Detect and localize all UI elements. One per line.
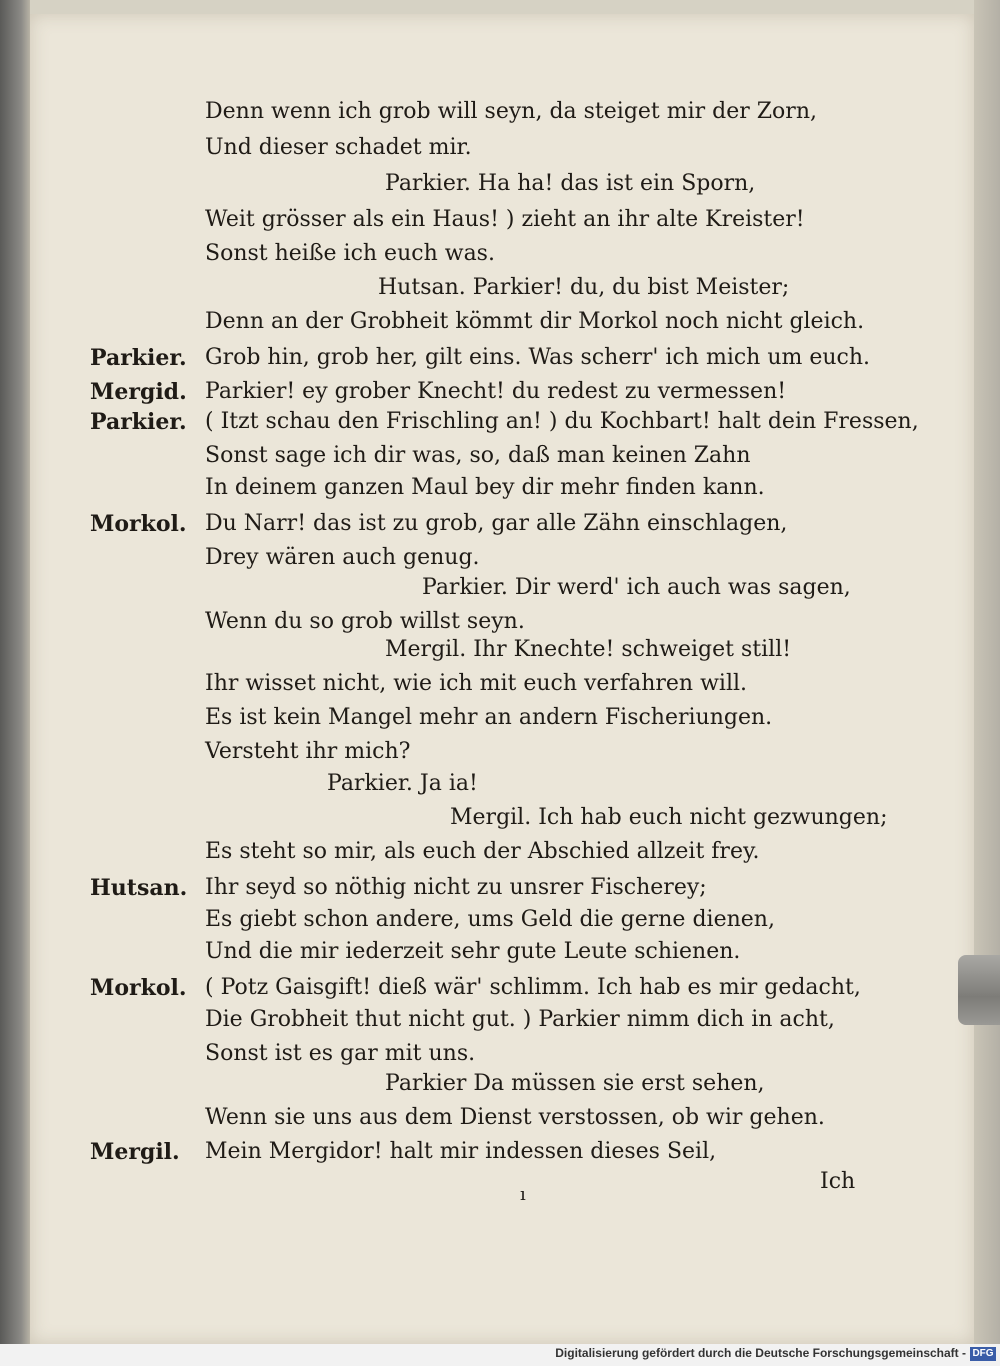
verse-text: Du Narr! das ist zu grob, gar alle Zähn einschlagen, (205, 511, 788, 536)
page-mark: ı (520, 1184, 526, 1205)
verse-text: Hutsan. Parkier! du, du bist Meister; (378, 275, 790, 300)
book-spine-edge (0, 0, 30, 1366)
verse-text: Es giebt schon andere, ums Geld die gerne dienen, (205, 907, 775, 932)
verse-text: ( Itzt schau den Frischling an! ) du Kochbart! halt dein Fressen, (205, 409, 919, 434)
page-clip (958, 955, 1000, 1025)
verse-text: Denn wenn ich grob will seyn, da steiget mir der Zorn, (205, 99, 817, 124)
verse-text: In deinem ganzen Maul bey dir mehr finden kann. (205, 475, 765, 500)
verse-text: Parkier. Ha ha! das ist ein Sporn, (385, 171, 756, 196)
catchword: Ich (820, 1169, 856, 1194)
verse-text: Die Grobheit thut nicht gut. ) Parkier nimm dich in acht, (205, 1007, 835, 1032)
verse-text: Sonst heiße ich euch was. (205, 241, 495, 266)
speaker-name: Hutsan. (90, 875, 188, 901)
verse-text: Und die mir iederzeit sehr gute Leute schienen. (205, 939, 741, 964)
verse-text: Sonst sage ich dir was, so, daß man keinen Zahn (205, 443, 751, 468)
speaker-name: Morkol. (90, 511, 187, 537)
verse-text: Mergil. Ihr Knechte! schweiget still! (385, 637, 792, 662)
book-page (30, 14, 974, 1344)
verse-text: Grob hin, grob her, gilt eins. Was scherr' ich mich um euch. (205, 345, 871, 370)
speaker-name: Parkier. (90, 409, 187, 435)
verse-text: Ihr seyd so nöthig nicht zu unsrer Fischerey; (205, 875, 707, 900)
speaker-name: Morkol. (90, 975, 187, 1001)
speaker-name: Mergil. (90, 1139, 180, 1165)
verse-text: Mein Mergidor! halt mir indessen dieses Seil, (205, 1139, 717, 1164)
verse-text: Parkier! ey grober Knecht! du redest zu vermessen! (205, 379, 787, 404)
verse-text: Ihr wisset nicht, wie ich mit euch verfahren will. (205, 671, 748, 696)
verse-text: Wenn du so grob willst seyn. (205, 609, 525, 634)
verse-text: Es steht so mir, als euch der Abschied allzeit frey. (205, 839, 760, 864)
verse-text: Es ist kein Mangel mehr an andern Fischeriungen. (205, 705, 773, 730)
verse-text: Wenn sie uns aus dem Dienst verstossen, ob wir gehen. (205, 1105, 825, 1130)
verse-text: Und dieser schadet mir. (205, 135, 472, 160)
verse-text: Parkier Da müssen sie erst sehen, (385, 1071, 765, 1096)
funding-notice: Digitalisierung gefördert durch die Deutsche Forschungsgemeinschaft - (555, 1346, 966, 1360)
speaker-name: Parkier. (90, 345, 187, 371)
verse-text: Versteht ihr mich? (205, 739, 411, 764)
verse-text: ( Potz Gaisgift! dieß wär' schlimm. Ich hab es mir gedacht, (205, 975, 861, 1000)
dfg-logo: DFG (970, 1347, 996, 1361)
verse-text: Drey wären auch genug. (205, 545, 480, 570)
verse-text: Sonst ist es gar mit uns. (205, 1041, 476, 1066)
speaker-name: Mergid. (90, 379, 187, 405)
verse-text: Weit grösser als ein Haus! ) zieht an ihr alte Kreister! (205, 207, 805, 232)
verse-text: Parkier. Ja ia! (327, 771, 478, 796)
verse-text: Denn an der Grobheit kömmt dir Morkol noch nicht gleich. (205, 309, 865, 334)
page-stack-edge (974, 0, 1000, 1366)
verse-block (30, 14, 974, 1344)
verse-text: Parkier. Dir werd' ich auch was sagen, (422, 575, 851, 600)
verse-text: Mergil. Ich hab euch nicht gezwungen; (450, 805, 888, 830)
